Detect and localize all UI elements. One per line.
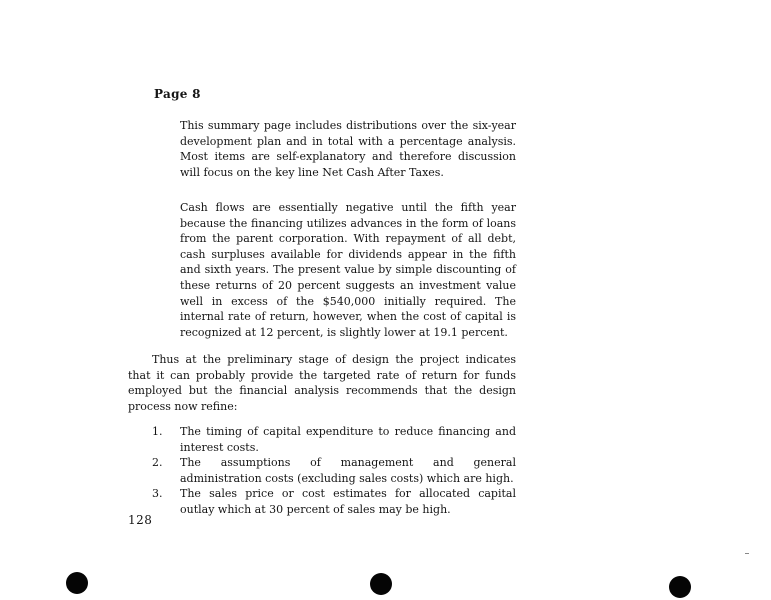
list-item-text: The assumptions of management and general administration costs (excluding sales costs) which are high. [180, 456, 516, 485]
binder-hole-right [669, 576, 691, 598]
list-item [152, 424, 516, 455]
page-number: 128 [128, 513, 153, 527]
binder-hole-center [370, 573, 392, 595]
scan-speck [745, 553, 749, 554]
paragraph-conclusion: Thus at the preliminary stage of design the project indicates that it can probably provide the targeted rate of return for funds employed but the financial analysis recommends that the design process now refine: [128, 353, 516, 413]
paragraph-cash-flows: Cash flows are essentially negative until the fifth year because the financing utilizes advances in the form of loans from the parent corporation. With repayment of all debt, cash surpluses available for dividends appear in the fifth and sixth years. The present value by simple discounting of these returns of 20 percent suggests an investment value well in excess of the $540,000 initially required. The internal rate of return, however, when the cost of capital is recognized at 12 percent, is slightly lower at 19.1 percent. [180, 201, 516, 339]
recommendation-list [152, 424, 516, 518]
list-item-number: 2. [152, 456, 163, 470]
list-item-text: The timing of capital expenditure to reduce financing and interest costs. [180, 425, 516, 454]
paragraph-summary: This summary page includes distributions over the six-year development plan and in total with a percentage analysis. Most items are self-explanatory and therefore discussion will focus on the key line Net Cash After Taxes. [180, 119, 516, 179]
binder-hole-left [66, 572, 88, 594]
list-item [152, 486, 516, 517]
list-item [152, 455, 516, 486]
list-item-number: 1. [152, 425, 163, 438]
list-item-number: 3. [152, 487, 163, 501]
list-item-text: The sales price or cost estimates for allocated capital outlay which at 30 percent of sales may be high. [180, 487, 516, 516]
page-heading: Page 8 [154, 87, 201, 101]
